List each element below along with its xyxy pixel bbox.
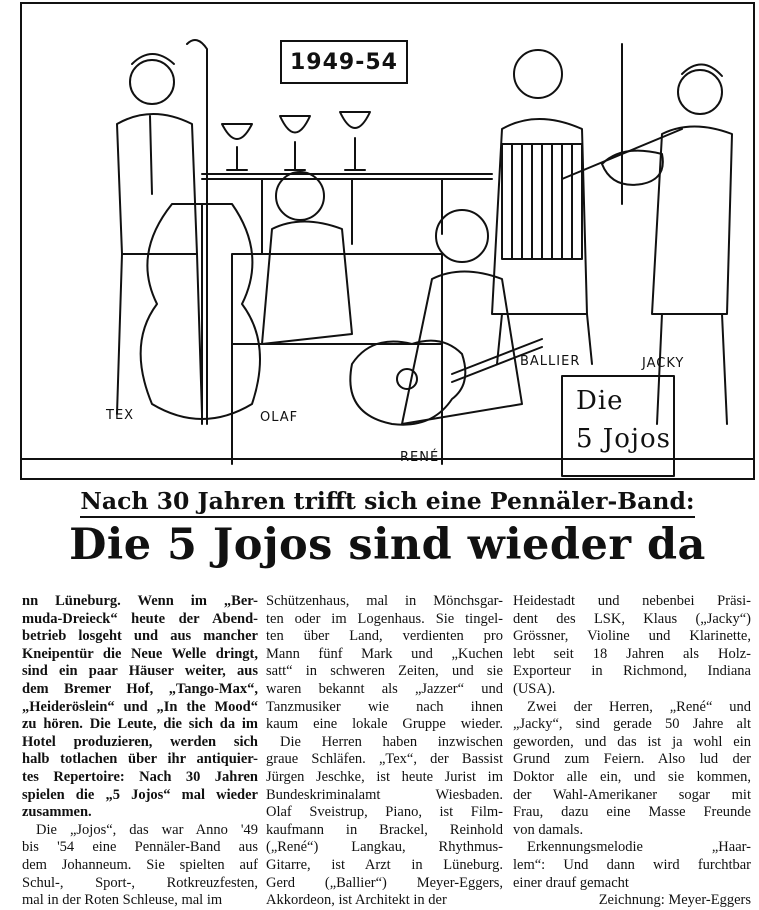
article-line: lem“: Und dann wird furchtbar: [513, 856, 751, 873]
main-headline: Die 5 Jojos sind wieder da: [69, 520, 706, 570]
article-line: Erkennungsmelodie „Haar-: [527, 839, 751, 856]
poster-line1: Die: [576, 386, 624, 416]
article-line: graue Schläfen. „Tex“, der Bassist: [266, 751, 503, 768]
article-line: Die Herren haben inzwischen: [280, 733, 503, 750]
article-line: Kneipentür die Neue Welle dringt,: [22, 645, 258, 662]
article-line: zusammen.: [22, 804, 92, 821]
article-line: (USA).: [513, 680, 556, 697]
article-column-2: [266, 593, 503, 910]
article-line: satt“ in schweren Zeiten, und sie: [266, 663, 503, 680]
article-line: von damals.: [513, 821, 584, 838]
article-line: Heidestadt und nebenbei Präsi-: [513, 593, 751, 609]
article-line: Hotel produzieren, werden sich: [22, 733, 258, 750]
article-line: Gitarre, ist Arzt in Lüneburg.: [266, 856, 503, 873]
article-line: geworden, und das ist ja wohl ein: [513, 733, 751, 750]
year-sign: 1949-54: [280, 40, 408, 84]
kicker-text: Nach 30 Jahren trifft sich eine Pennäler-Band:: [80, 487, 694, 518]
article-line: halb totlachen über ihr antiquier-: [22, 751, 258, 768]
article-line: kaum eine lokale Gruppe wieder.: [266, 716, 503, 733]
article-line: Tanzmusiker wie nach ihnen: [266, 698, 503, 715]
label-olaf: OLAF: [260, 410, 299, 425]
article-line: Grund zum Feiern. Also lud der: [513, 751, 751, 768]
article-line: Akkordeon, ist Architekt in der: [266, 892, 447, 909]
article-column-1: [22, 593, 258, 910]
article-line: der Wahl-Amerikaner sogar mit: [513, 786, 751, 803]
article-line: Mann fünf Mark und „Kuchen: [266, 645, 503, 662]
article-line: Zeichnung: Meyer-Eggers: [598, 892, 751, 909]
article-line: bis '54 eine Pennäler-Band aus: [22, 839, 258, 856]
article-line: mal in der Roten Schleuse, mal im: [22, 892, 223, 909]
label-ballier: BALLIER: [520, 354, 581, 369]
article-line: Gerd („Ballier“) Meyer-Eggers,: [266, 874, 503, 891]
article-line: dem Johanneum. Sie spielten auf: [22, 856, 258, 873]
article-line: Die „Jojos“, das war Anno '49: [36, 821, 258, 838]
poster-line2: 5 Jojos: [576, 424, 671, 454]
article-line: betrieb losgeht und aus mancher: [22, 628, 258, 645]
article-line: sind ein paar Häuser weiter, aus: [22, 663, 258, 680]
article-line: Olaf Sveistrup, Piano, ist Film-: [266, 804, 503, 821]
label-rene: RENÉ: [400, 450, 440, 465]
article-line: spielen die „5 Jojos“ mal wieder: [22, 786, 258, 803]
article-line: „Heideröslein“ und „In the Mood“: [22, 698, 258, 715]
label-tex: TEX: [106, 408, 135, 423]
label-jacky: JACKY: [642, 356, 685, 371]
band-illustration: [20, 2, 755, 480]
article-line: ten oder im Logenhaus. Sie tingel-: [266, 610, 503, 627]
article-line: „Jacky“, sind gerade 50 Jahre alt: [513, 716, 751, 733]
article-line: lebt seit 18 Jahren als Holz-: [513, 645, 751, 662]
article-line: Frau, dazu eine Masse Freunde: [513, 804, 751, 821]
article-column-3: [513, 593, 751, 910]
article-line: Exporteur in Richmond, Indiana: [513, 663, 751, 680]
article-line: nn Lüneburg. Wenn im „Ber-: [22, 593, 258, 609]
article-line: Zwei der Herren, „René“ und: [527, 698, 751, 715]
article-line: Bundeskriminalamt Wiesbaden.: [266, 786, 503, 803]
article-line: Doktor alle ein, und sie kommen,: [513, 768, 751, 785]
article-line: Jürgen Jeschke, ist heute Jurist im: [266, 768, 503, 785]
article-line: („René“) Langkau, Rhythmus-: [266, 839, 503, 856]
article-line: Schul-, Sport-, Rotkreuzfesten,: [22, 874, 258, 891]
article-line: muda-Dreieck“ heute der Abend-: [22, 610, 258, 627]
article-line: Grössner, Violine und Klarinette,: [513, 628, 751, 645]
article-line: dem Bremer Hof, „Tango-Max“,: [22, 680, 258, 697]
article-line: zu hören. Die Leute, die sich da im: [22, 716, 258, 733]
article-line: waren bekannt als „Jazzer“ und: [266, 680, 503, 697]
article-line: einer drauf gemacht: [513, 874, 629, 891]
article-line: dent des LSK, Klaus („Jacky“): [513, 610, 751, 627]
kicker-headline: [20, 487, 755, 515]
article-line: kaufmann in Brackel, Reinhold: [266, 821, 503, 838]
article-line: ten über Land, verdienten pro: [266, 628, 503, 645]
article-line: tes Repertoire: Nach 30 Jahren: [22, 768, 258, 785]
article-line: Schützenhaus, mal in Mönchsgar-: [266, 593, 503, 609]
